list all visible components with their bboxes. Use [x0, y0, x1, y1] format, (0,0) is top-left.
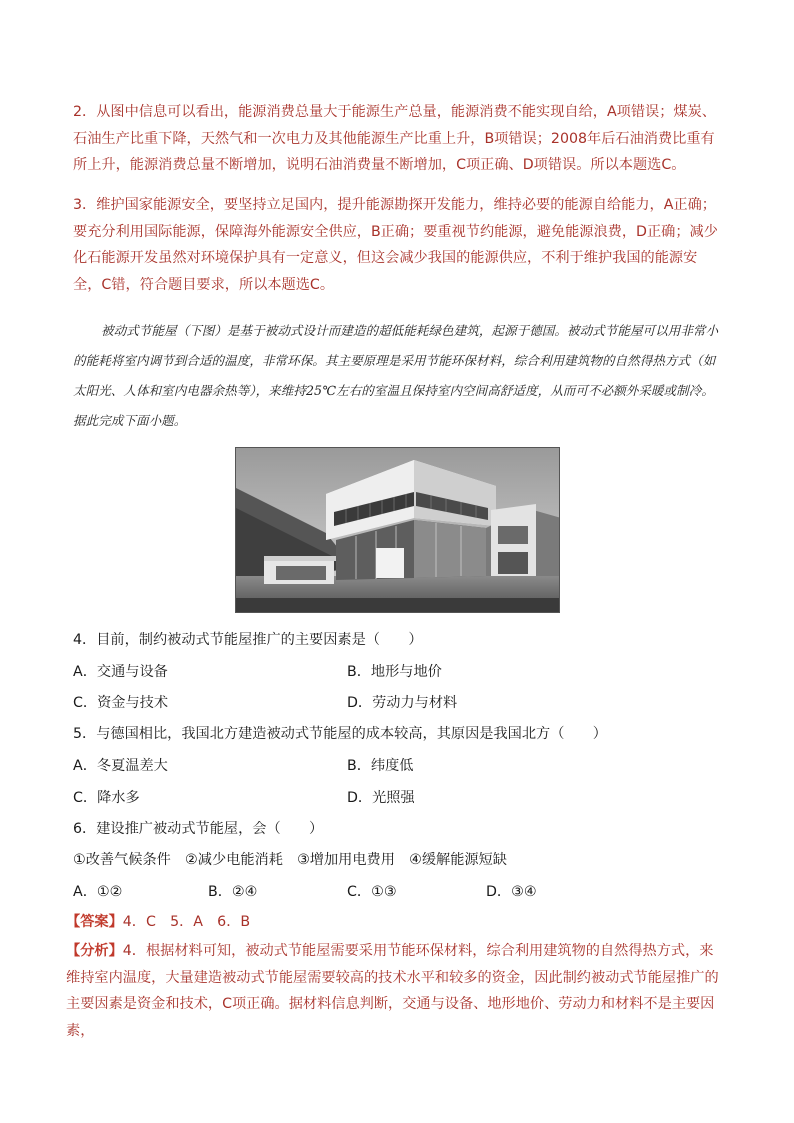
material-passage: 被动式节能屋（下图）是基于被动式设计而建造的超低能耗绿色建筑，起源于德国。被动式节能屋可以用非常小的能耗将室内调节到合适的温度，非常环保。其主要原理是采用节能环保材料，综合利用建筑物的自然得热方式（如太阳光、人体和室内电器余热等），来维持25℃左右的室温且保持室内空间高舒适度，从而可不必额外采暖或制冷。据此完成下面小题。 — [73, 323, 719, 428]
q4-option-d: D．劳动力与材料 — [347, 695, 458, 711]
q6-statements: ①改善气候条件 ②减少电能消耗 ③增加用电费用 ④缓解能源短缺 — [73, 852, 507, 868]
explanation-q2: 2．从图中信息可以看出，能源消费总量大于能源生产总量，能源消费不能实现自给，A项错误；煤炭、石油生产比重下降，天然气和一次电力及其他能源生产比重上升，B项错误；2008年后石油消费比重有所上升，能源消费总量不断增加，说明石油消费量不断增加，C项正确、D项错误。所以本题选C。 — [73, 104, 716, 174]
question-4-stem: 4．目前，制约被动式节能屋推广的主要因素是（ ） — [73, 632, 423, 648]
q5-option-d: D．光照强 — [347, 790, 415, 806]
q6-option-a: A．①② — [73, 884, 123, 900]
q5-option-b: B．纬度低 — [347, 758, 414, 774]
q6-option-d: D．③④ — [486, 884, 537, 900]
analysis-text: 4．根据材料可知，被动式节能屋需要采用节能环保材料，综合利用建筑物的自然得热方式，来维持室内温度，大量建造被动式节能屋需要较高的技术水平和较多的资金，因此制约被动式节能屋推广的主要因素是资金和技术，C项正确。据材料信息判断，交通与设备、地形地价、劳动力和材料不是主要因素， — [66, 943, 719, 1039]
q6-option-b: B．②④ — [208, 884, 258, 900]
q4-option-c: C．资金与技术 — [73, 695, 169, 711]
question-5-stem: 5．与德国相比，我国北方建造被动式节能屋的成本较高，其原因是我国北方（ ） — [73, 726, 607, 742]
q4-option-b: B．地形与地价 — [347, 664, 442, 680]
explanation-q3: 3．维护国家能源安全，要坚持立足国内，提升能源勘探开发能力，维持必要的能源自给能力，A正确；要充分利用国际能源，保障海外能源安全供应，B正确；要重视节约能源，避免能源浪费，D正确；减少化石能源开发虽然对环境保护具有一定意义，但这会减少我国的能源供应，不利于维护我国的能源安全，C错，符合题目要求，所以本题选C。 — [73, 197, 718, 293]
q6-option-c: C．①③ — [347, 884, 397, 900]
analysis-block — [66, 938, 726, 1044]
q5-option-c: C．降水多 — [73, 790, 140, 806]
answer-text: 4．C 5．A 6．B — [122, 914, 251, 930]
q4-option-a: A．交通与设备 — [73, 664, 168, 680]
answer-line — [66, 912, 250, 932]
analysis-tag: 【分析】 — [66, 943, 123, 959]
answer-tag: 【答案】 — [66, 914, 123, 930]
passive-house-photo — [235, 447, 560, 613]
q5-option-a: A．冬夏温差大 — [73, 758, 168, 774]
question-6-stem: 6．建设推广被动式节能屋，会（ ） — [73, 821, 324, 837]
